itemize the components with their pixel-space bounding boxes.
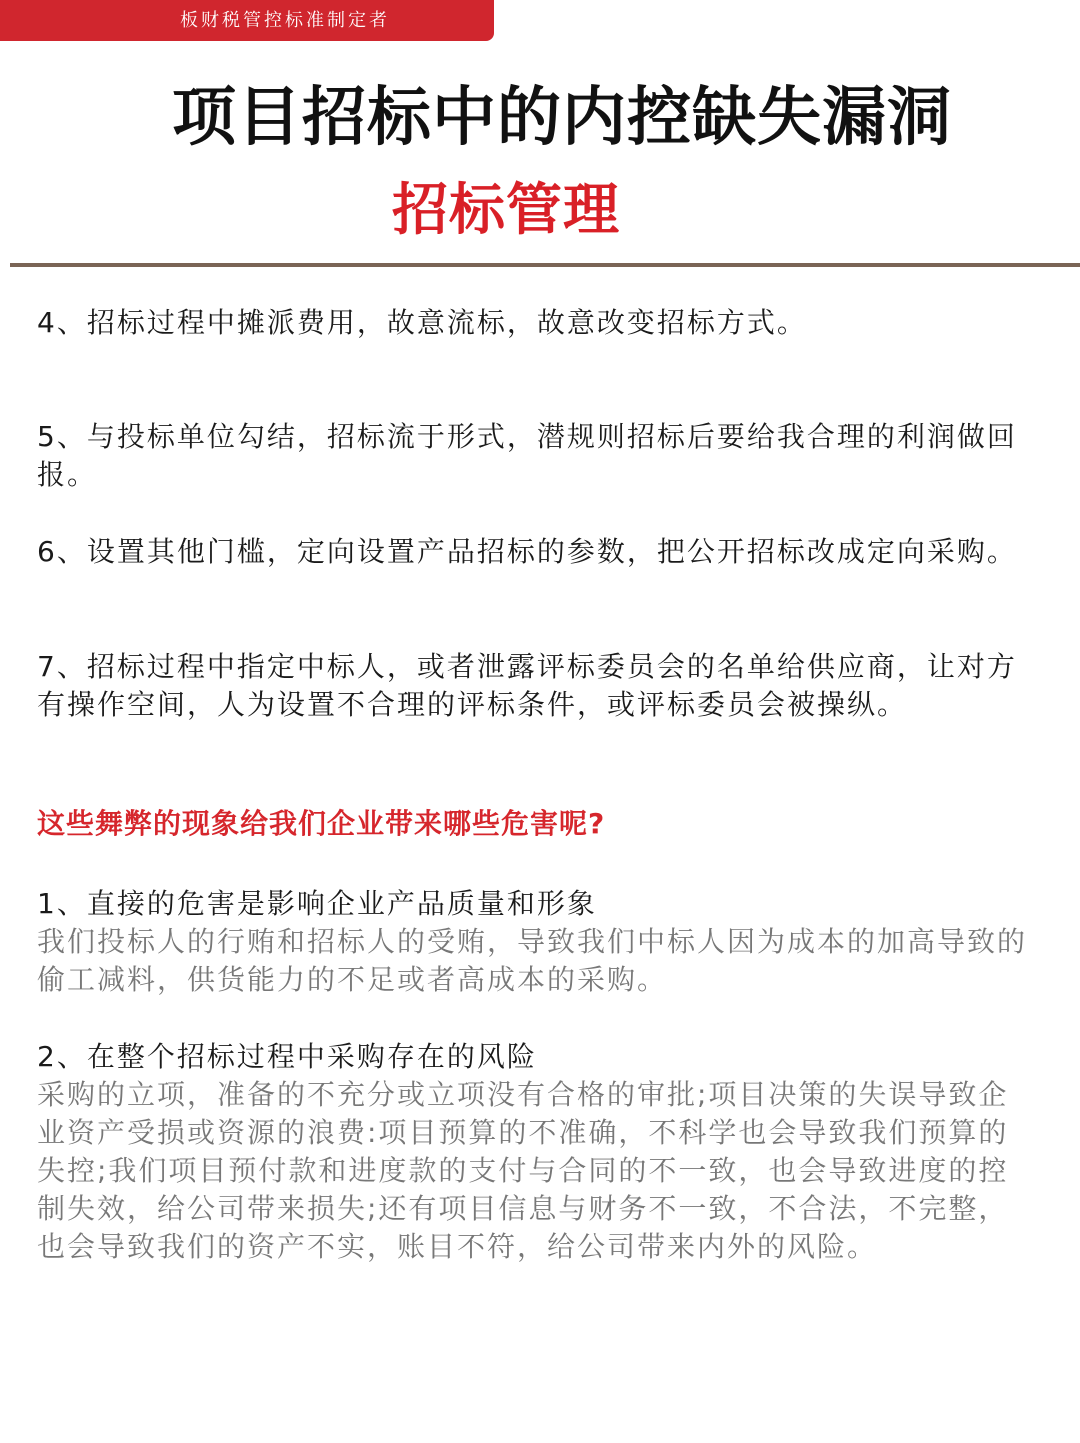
page-title: 项目招标中的内控缺失漏洞 [172, 81, 952, 155]
harm-question: 这些舞弊的现象给我们企业带来哪些危害呢? [37, 807, 606, 840]
list-item-4: 4、招标过程中摊派费用，故意流标，故意改变招标方式。 [37, 306, 807, 339]
list-item-7: 7、招标过程中指定中标人，或者泄露评标委员会的名单给供应商，让对方有操作空间，人为设置不合理的评标条件，或评标委员会被操纵。 [37, 650, 1017, 721]
page-subtitle: 招标管理 [392, 178, 620, 243]
header-divider [10, 263, 1080, 267]
harm-2-heading: 2、在整个招标过程中采购存在的风险 [37, 1040, 537, 1073]
harm-1-heading: 1、直接的危害是影响企业产品质量和形象 [37, 887, 597, 920]
harm-1-body: 我们投标人的行贿和招标人的受贿，导致我们中标人因为成本的加高导致的偷工减料，供货能力的不足或者高成本的采购。 [37, 925, 1028, 996]
harm-2-body: 采购的立项，准备的不充分或立项没有合格的审批;项目决策的失误导致企业资产受损或资源的浪费:项目预算的不准确，不科学也会导致我们预算的失控;我们项目预付款和进度款的支付与合同的不一致，也会导致进度的控制失效，给公司带来损失;还有项目信息与财务不一致，不合法，不完整，也会导致我们的资产不实，账目不符，给公司带来内外的风险。 [37, 1078, 1009, 1263]
brand-banner: 板财税管控标准制定者 [0, 0, 494, 41]
list-item-5: 5、与投标单位勾结，招标流于形式，潜规则招标后要给我合理的利润做回报。 [37, 420, 1017, 491]
list-item-6: 6、设置其他门槛，定向设置产品招标的参数，把公开招标改成定向采购。 [37, 535, 1017, 568]
